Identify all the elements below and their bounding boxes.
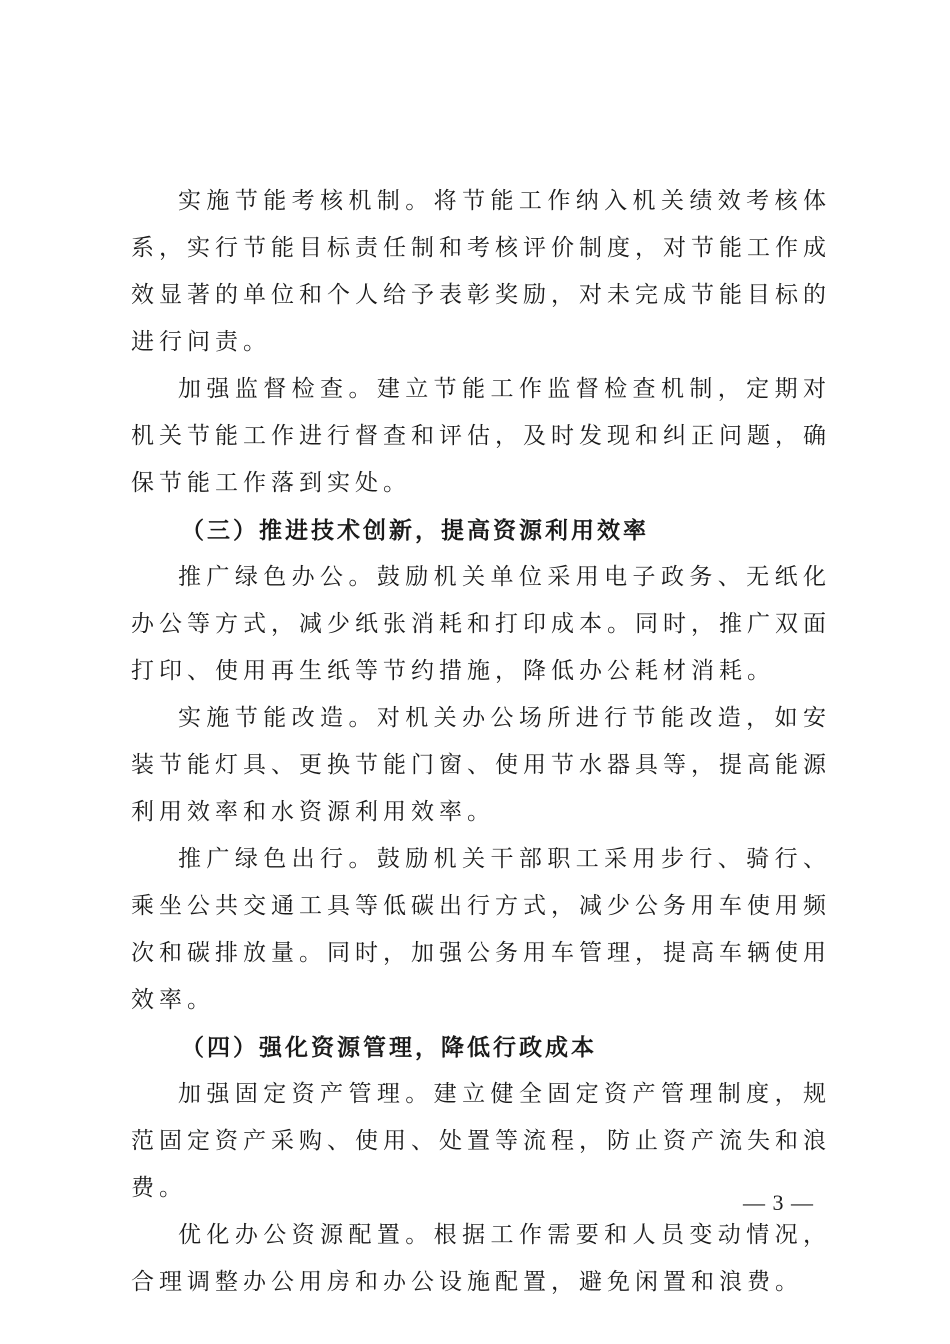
paragraph-green-travel: 推广绿色出行。鼓励机关干部职工采用步行、骑行、乘坐公共交通工具等低碳出行方式，减少公务用车使用频次和碳排放量。同时，加强公务用车管理，提高车辆使用效率。 — [131, 846, 831, 1013]
section-heading-4: （四）强化资源管理，降低行政成本 — [181, 1034, 597, 1061]
section-heading-3: （三）推进技术创新，提高资源利用效率 — [181, 517, 649, 544]
document-body — [131, 178, 831, 1306]
paragraph-fixed-assets: 加强固定资产管理。建立健全固定资产管理制度，规范固定资产采购、使用、处置等流程，防止资产流失和浪费。 — [131, 1081, 831, 1201]
paragraph-assessment: 实施节能考核机制。将节能工作纳入机关绩效考核体系，实行节能目标责任制和考核评价制度，对节能工作成效显著的单位和个人给予表彰奖励，对未完成节能目标的进行问责。 — [131, 188, 831, 355]
paragraph-office-resources: 优化办公资源配置。根据工作需要和人员变动情况，合理调整办公用房和办公设施配置，避免闲置和浪费。 — [131, 1222, 831, 1295]
paragraph-green-office: 推广绿色办公。鼓励机关单位采用电子政务、无纸化办公等方式，减少纸张消耗和打印成本。同时，推广双面打印、使用再生纸等节约措施，降低办公耗材消耗。 — [131, 564, 831, 684]
page-number: — 3 — — [743, 1190, 814, 1215]
paragraph-energy-retrofit: 实施节能改造。对机关办公场所进行节能改造，如安装节能灯具、更换节能门窗、使用节水器具等，提高能源利用效率和水资源利用效率。 — [131, 705, 831, 825]
paragraph-supervision: 加强监督检查。建立节能工作监督检查机制，定期对机关节能工作进行督查和评估，及时发现和纠正问题，确保节能工作落到实处。 — [131, 376, 831, 496]
